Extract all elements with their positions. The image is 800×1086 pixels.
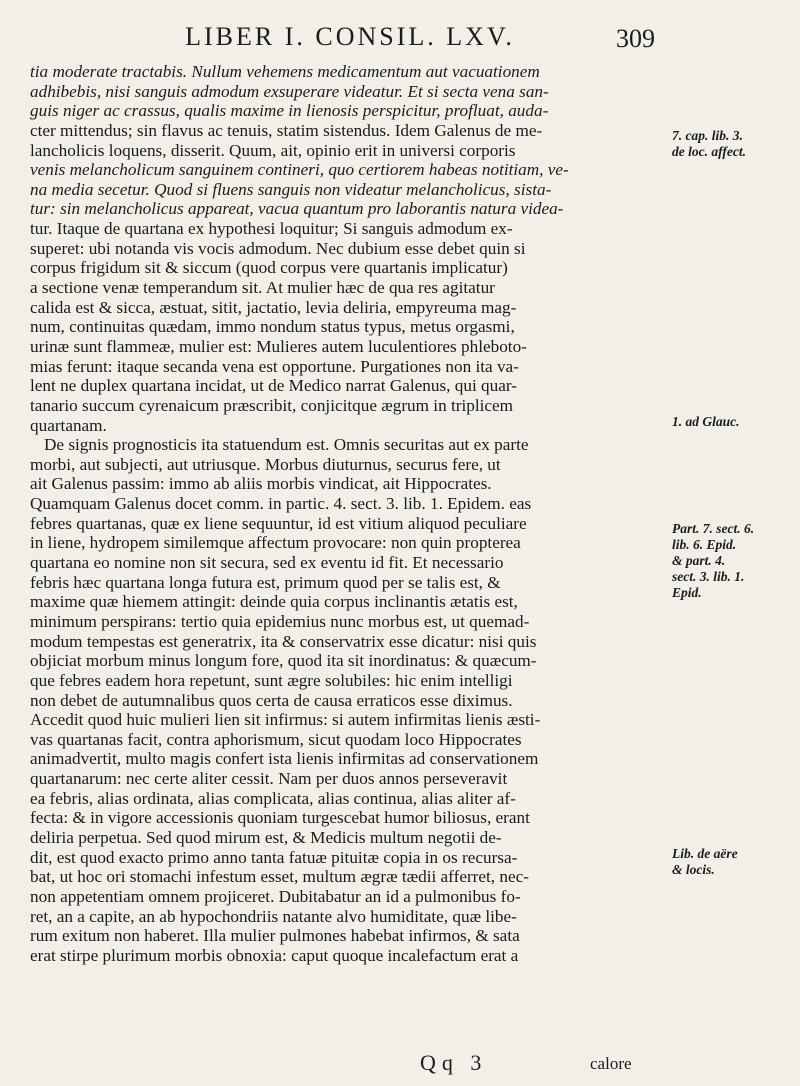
running-header: LIBER I. CONSIL. LXV.: [185, 22, 515, 51]
text-line: ait Galenus passim: immo ab aliis morbis vindicat, ait Hippocrates.: [30, 474, 492, 494]
text-line: venis melancholicum sanguinem contineri, quo certiorem habeas notitiam, ve-: [30, 160, 569, 180]
text-line: lent ne duplex quartana incidat, ut de Medico narrat Galenus, qui quar-: [30, 376, 517, 396]
text-line: lancholicis loquens, disserit. Quum, ait, opinio erit in universi corporis: [30, 140, 516, 160]
text-line: animadvertit, multo magis confert ista lienis infirmitas ad conservationem: [30, 749, 539, 769]
text-line: guis niger ac crassus, qualis maxime in lienosis perspicitur, profluat, auda-: [30, 101, 549, 121]
text-line: febres quartanas, quæ ex liene sequuntur, id est vitium aliquod peculiare: [30, 513, 527, 533]
text-line: morbi, aut subjecti, aut utriusque. Morbus diuturnus, securus fere, ut: [30, 454, 501, 474]
text-line: que febres eadem hora repetunt, sunt ægre solubiles: hic enim intelligi: [30, 670, 513, 690]
text-line: num, continuitas quædam, immo nondum status typus, metus orgasmi,: [30, 317, 515, 337]
text-line: cter mittendus; sin flavus ac tenuis, statim sistendus. Idem Galenus de me-: [30, 120, 543, 140]
margin-note-1: [672, 128, 796, 160]
text-line: dit, est quod exacto primo anno tanta fatuæ pituitæ copia in os recursa-: [30, 847, 518, 867]
text-line: fecta: & in vigore accessionis quoniam turgescebat humor biliosus, erant: [30, 808, 530, 828]
text-line: mias ferunt: itaque secanda vena est opportune. Purgationes non ita va-: [30, 356, 519, 376]
text-line: vas quartanas facit, contra aphorismum, sicut quodam loco Hippocrates: [30, 729, 522, 749]
margin-note-line: Lib. de aëre: [672, 846, 738, 861]
text-line: quartanarum: nec certe aliter cessit. Nam per duos annos perseveravit: [30, 769, 508, 789]
text-line: febris hæc quartana longa futura est, primum quod per se talis est, &: [30, 572, 501, 592]
text-line: objiciat morbum minus longum fore, quod ita sit inordinatus: & quæcum-: [30, 651, 537, 671]
text-line: non debet de autumnalibus quos certa de causa erraticos esse diximus.: [30, 690, 513, 710]
text-line: calida est & sicca, æstuat, sitit, jactatio, levia deliria, empyreuma mag-: [30, 297, 517, 317]
body-text: [30, 62, 660, 965]
text-line: superet: ubi notanda vis vocis admodum. Nec dubium esse debet quin si: [30, 238, 526, 258]
text-line: corpus frigidum sit & siccum (quod corpus vere quartanis implicatur): [30, 258, 508, 278]
page-number: 309: [616, 24, 655, 53]
text-line: tur. Itaque de quartana ex hypothesi loquitur; Si sanguis admodum ex-: [30, 219, 513, 239]
margin-note-line: & locis.: [672, 862, 715, 877]
text-line: deliria perpetua. Sed quod mirum est, & Medicis multum negotii de-: [30, 827, 502, 847]
text-line: na media secetur. Quod si fluens sanguis non videatur melancholicus, sista-: [30, 179, 552, 199]
text-line: in liene, hydropem similemque affectum provocare: non quin propterea: [30, 533, 521, 553]
margin-note-line: lib. 6. Epid.: [672, 537, 737, 552]
margin-note-3: [672, 521, 796, 601]
text-line: ret, an a capite, an ab hypochondriis natante alvo humiditate, quæ libe-: [30, 906, 517, 926]
margin-note-line: de loc. affect.: [672, 144, 746, 159]
text-line: tia moderate tractabis. Nullum vehemens medicamentum aut vacuationem: [30, 62, 540, 81]
text-line: tur: sin melancholicus appareat, vacua quantum pro laborantis natura videa-: [30, 199, 564, 219]
text-line: rum exitum non haberet. Illa mulier pulmones habebat infirmos, & sata: [30, 926, 520, 946]
margin-note-4: [672, 846, 796, 878]
margin-note-line: Epid.: [672, 585, 702, 600]
text-line: Quamquam Galenus docet comm. in partic. 4. sect. 3. lib. 1. Epidem. eas: [30, 494, 532, 514]
catchword: calore: [590, 1054, 632, 1073]
margin-note-line: 1. ad Glauc.: [672, 414, 740, 429]
text-line: ea febris, alias ordinata, alias complicata, alias continua, alias aliter af-: [30, 788, 516, 808]
text-line: tanario succum cyrenaicum præscribit, conjicitque ægrum in triplicem: [30, 395, 514, 415]
text-line: urinæ sunt flammeæ, mulier est: Mulieres autem luculentiores phleboto-: [30, 336, 527, 356]
text-line: minimum perspirans: tertio quia epidemius nunc morbus est, ut quemad-: [30, 611, 530, 631]
margin-note-line: sect. 3. lib. 1.: [672, 569, 745, 584]
signature-mark: Qq 3: [420, 1050, 488, 1075]
text-line: erat stirpe plurimum morbis obnoxia: caput quoque incalefactum erat a: [30, 945, 519, 965]
text-line: maxime quæ hiemem attingit: deinde quia corpus inclinantis ætatis est,: [30, 592, 518, 612]
text-line: modum tempestas est generatrix, ita & conservatrix esse dicatur: nisi quis: [30, 631, 537, 651]
margin-note-line: Part. 7. sect. 6.: [672, 521, 755, 536]
text-line: De signis prognosticis ita statuendum est. Omnis securitas aut ex parte: [44, 435, 529, 455]
margin-note-line: & part. 4.: [672, 553, 726, 568]
margin-note-line: 7. cap. lib. 3.: [672, 128, 743, 143]
text-line: adhibebis, nisi sanguis admodum exsuperare videatur. Et si secta vena san-: [30, 81, 549, 101]
margin-note-2: [672, 414, 796, 430]
text-line: a sectione venæ temperandum sit. At mulier hæc de qua res agitatur: [30, 278, 495, 298]
text-line: Accedit quod huic mulieri lien sit infirmus: si autem infirmitas lienis æsti-: [30, 710, 541, 730]
text-line: quartana eo nomine non sit secura, sed ex eventu id fit. Et necessario: [30, 553, 504, 573]
text-line: non appetentiam omnem projiceret. Dubitabatur an id a pulmonibus fo-: [30, 886, 521, 906]
text-line: quartanam.: [30, 415, 107, 435]
text-line: bat, ut hoc ori stomachi infestum esset, multum ægræ tædii afferret, nec-: [30, 867, 529, 887]
